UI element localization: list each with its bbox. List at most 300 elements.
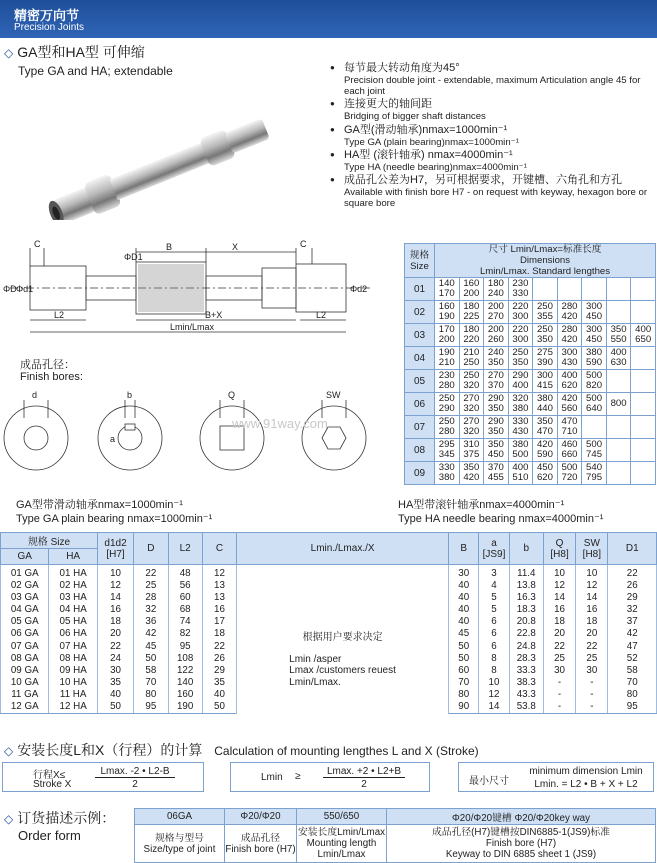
spec-header-Q: Q [H8] <box>543 533 575 565</box>
length-value-cell: 380 500 <box>508 439 533 462</box>
length-value-cell: 250 350 <box>533 324 558 347</box>
spec-cell: - <box>576 689 608 701</box>
spec-cell: 48 <box>168 565 202 581</box>
spec-cell: 12 <box>576 580 608 592</box>
spec-cell: 16.3 <box>509 592 543 604</box>
technical-drawing <box>0 238 400 338</box>
spec-cell: 07 GA <box>1 640 49 652</box>
spec-header-C: C <box>202 533 236 565</box>
dim-BX: B+X <box>205 310 223 320</box>
length-value-cell: 290 350 <box>484 393 509 416</box>
spec-cell: 24 <box>97 653 133 665</box>
length-value-cell: 310 375 <box>459 439 484 462</box>
feature-item: ● 成品孔公差为H7，另可根据要求，开键槽、六角孔和方孔 Available with finish bore H7 - on request with keyway, hexagon bore or square bore <box>330 174 650 209</box>
spec-cell: 50 <box>97 701 133 714</box>
formula-stroke: 行程X≤ Stroke X Lmax. -2 • L2-B 2 <box>2 762 204 792</box>
spec-cell: 52 <box>608 653 657 665</box>
spec-cell: 04 GA <box>1 604 49 616</box>
feature-item: ● 每节最大转动角度为45° Precision double joint - extendable, maximum Articulation angle 45 for each joint <box>330 62 650 97</box>
dim-d2: Φd2 <box>350 284 368 294</box>
length-value-cell: 190 210 <box>435 347 460 370</box>
length-size-cell: 01 <box>405 278 435 301</box>
spec-cell: 80 <box>449 689 479 701</box>
dim-Lrange: Lmin/Lmax <box>170 322 215 332</box>
length-value-cell: 350 450 <box>484 439 509 462</box>
length-row <box>405 324 656 347</box>
length-dims-header: 尺寸 Lmin/Lmax=标准长度 Dimensions Lmin/Lmax. Standard lengthes <box>435 244 656 278</box>
spec-cell: 22 <box>134 565 168 581</box>
bore-label-SW: SW <box>326 390 341 400</box>
spec-cell: 32 <box>608 604 657 616</box>
section-title-calc: ◇ 安装长度L和X（行程）的计算 Calculation of mounting lengthes L and X (Stroke) <box>4 742 479 758</box>
length-value-cell: 220 300 <box>508 324 533 347</box>
length-row <box>405 347 656 370</box>
spec-cell: 20 <box>576 628 608 640</box>
length-value-cell: 300 450 <box>582 324 607 347</box>
spec-cell: 40 <box>449 592 479 604</box>
spec-cell: 74 <box>168 616 202 628</box>
spec-cell: 14 <box>97 592 133 604</box>
order-length-label: 安装长度Lmin/Lmax Mounting length Lmin/Lmax <box>297 825 387 863</box>
length-value-cell: 230 280 <box>435 370 460 393</box>
length-value-cell <box>606 370 631 393</box>
dim-C-left: C <box>34 239 41 249</box>
length-value-cell: 180 220 <box>459 324 484 347</box>
length-value-cell: 450 620 <box>533 462 558 485</box>
spec-cell: 03 HA <box>49 592 97 604</box>
dim-D1: ΦD1 <box>124 252 143 262</box>
length-value-cell: 170 200 <box>435 324 460 347</box>
spec-cell: 22 <box>608 565 657 581</box>
length-value-cell: 300 450 <box>582 301 607 324</box>
spec-cell: 70 <box>608 677 657 689</box>
spec-cell: 13.8 <box>509 580 543 592</box>
spec-cell: 18 <box>97 616 133 628</box>
feature-list <box>330 62 650 210</box>
spec-cell: 50 <box>449 640 479 652</box>
spec-header-D: D <box>134 533 168 565</box>
length-value-cell: 800 <box>606 393 631 416</box>
length-value-cell <box>582 278 607 301</box>
spec-cell: 22 <box>97 640 133 652</box>
length-value-cell: 470 710 <box>557 416 582 439</box>
ga-note-zh: GA型带滑动轴承nmax=1000min⁻¹ <box>16 499 183 511</box>
spec-cell: 32 <box>134 604 168 616</box>
length-value-cell <box>631 301 656 324</box>
length-value-cell: 200 260 <box>484 324 509 347</box>
length-row <box>405 462 656 485</box>
spec-cell: 70 <box>134 677 168 689</box>
length-row <box>405 301 656 324</box>
length-value-cell: 180 225 <box>459 301 484 324</box>
length-value-cell <box>631 278 656 301</box>
length-value-cell <box>606 278 631 301</box>
dim-L2-right: L2 <box>316 310 327 320</box>
spec-cell: 16 <box>202 604 236 616</box>
spec-cell: 40 <box>97 689 133 701</box>
spec-cell: 24.8 <box>509 640 543 652</box>
spec-cell: 6 <box>479 640 509 652</box>
spec-cell: 12 <box>543 580 575 592</box>
length-size-cell: 04 <box>405 347 435 370</box>
spec-cell: 60 <box>168 592 202 604</box>
spec-cell: 95 <box>134 701 168 714</box>
spec-cell: 122 <box>168 665 202 677</box>
spec-cell: 6 <box>479 628 509 640</box>
length-value-cell: 250 320 <box>459 370 484 393</box>
spec-cell: 95 <box>608 701 657 714</box>
spec-cell: 90 <box>449 701 479 714</box>
spec-cell: 60 <box>449 665 479 677</box>
spec-cell: 08 HA <box>49 653 97 665</box>
length-size-cell: 02 <box>405 301 435 324</box>
formula-min-dim: 最小尺寸 minimum dimension Lmin Lmin. = L2 • B + X + L2 <box>458 762 654 792</box>
spec-cell: 11.4 <box>509 565 543 581</box>
spec-cell: 12 GA <box>1 701 49 714</box>
spec-cell: 10 GA <box>1 677 49 689</box>
spec-cell: 22 <box>202 640 236 652</box>
bores-title-zh: 成品孔径： <box>20 359 75 371</box>
length-value-cell: 350 470 <box>533 416 558 439</box>
spec-header-SW: SW [H8] <box>576 533 608 565</box>
spec-cell: - <box>576 677 608 689</box>
spec-cell: 01 GA <box>1 565 49 581</box>
spec-cell: 22 <box>543 640 575 652</box>
spec-cell: 06 GA <box>1 628 49 640</box>
length-value-cell: 280 420 <box>557 301 582 324</box>
spec-table <box>0 532 657 714</box>
feature-item: ● 连接更大的轴间距 Bridging of bigger shaft distances <box>330 98 650 122</box>
spec-cell: 14 <box>479 701 509 714</box>
spec-cell: 05 GA <box>1 616 49 628</box>
spec-cell: 35 <box>202 677 236 689</box>
length-value-cell: 270 370 <box>484 370 509 393</box>
length-value-cell: 500 640 <box>582 393 607 416</box>
spec-header-ga: GA <box>1 549 49 565</box>
length-value-cell: 500 720 <box>557 462 582 485</box>
length-value-cell: 240 350 <box>484 347 509 370</box>
length-value-cell: 140 170 <box>435 278 460 301</box>
spec-cell: 6 <box>479 616 509 628</box>
length-value-cell: 230 330 <box>508 278 533 301</box>
spec-cell: 47 <box>608 640 657 652</box>
length-value-cell <box>606 462 631 485</box>
formula-lmin: Lmin ≥ Lmax. +2 • L2+B 2 <box>230 762 430 792</box>
length-value-cell: 290 350 <box>484 416 509 439</box>
spec-cell: 58 <box>134 665 168 677</box>
spec-header-a: a [JS9] <box>479 533 509 565</box>
length-value-cell <box>606 439 631 462</box>
ha-note-zh: HA型带滚针轴承nmax=4000min⁻¹ <box>398 499 565 511</box>
spec-cell: 45 <box>449 628 479 640</box>
length-value-cell: 330 430 <box>508 416 533 439</box>
spec-cell: 14 <box>576 592 608 604</box>
spec-cell: 10 HA <box>49 677 97 689</box>
spec-cell: 14 <box>543 592 575 604</box>
length-value-cell: 330 380 <box>435 462 460 485</box>
length-value-cell <box>606 301 631 324</box>
spec-cell: 02 HA <box>49 580 97 592</box>
spec-header-d1d2: d1d2 [H7] <box>97 533 133 565</box>
length-value-cell: 320 380 <box>508 393 533 416</box>
length-value-cell: 420 590 <box>533 439 558 462</box>
spec-cell: 12 <box>97 580 133 592</box>
bore-label-a: a <box>110 434 116 444</box>
spec-cell: 28 <box>134 592 168 604</box>
order-size-value: 06GA <box>135 809 225 825</box>
spec-cell: 02 GA <box>1 580 49 592</box>
feature-item: ● GA型(滑动轴承)nmax=1000min⁻¹ Type GA (plain bearing)nmax=1000min⁻¹ <box>330 124 650 148</box>
spec-header-L: Lmin./Lmax./X <box>237 533 449 565</box>
section-subtitle-ga-ha: Type GA and HA; extendable <box>18 64 173 78</box>
spec-cell: - <box>543 677 575 689</box>
length-size-header: 规格 Size <box>405 244 435 278</box>
length-value-cell: 500 745 <box>582 439 607 462</box>
spec-cell: 160 <box>168 689 202 701</box>
length-value-cell <box>631 416 656 439</box>
spec-cell: 35 <box>97 677 133 689</box>
length-table <box>404 243 656 485</box>
spec-header-B: B <box>449 533 479 565</box>
length-size-cell: 05 <box>405 370 435 393</box>
spec-cell: 10 <box>479 677 509 689</box>
spec-cell: 12 <box>479 689 509 701</box>
length-row <box>405 393 656 416</box>
header-title-en: Precision Joints <box>14 22 85 33</box>
spec-cell: 20 <box>97 628 133 640</box>
spec-cell: 18 <box>543 616 575 628</box>
page-header <box>0 0 657 38</box>
length-row <box>405 278 656 301</box>
length-size-cell: 06 <box>405 393 435 416</box>
dim-X: X <box>232 242 239 252</box>
spec-cell: 26 <box>202 653 236 665</box>
length-size-cell: 08 <box>405 439 435 462</box>
bore-label-d: d <box>32 390 38 400</box>
spec-cell: 42 <box>608 628 657 640</box>
spec-cell: 4 <box>479 580 509 592</box>
length-size-cell: 09 <box>405 462 435 485</box>
length-value-cell: 300 415 <box>533 370 558 393</box>
spec-cell: 80 <box>134 689 168 701</box>
spec-cell: 58 <box>608 665 657 677</box>
order-form-label: Order form <box>18 828 81 843</box>
length-size-cell: 03 <box>405 324 435 347</box>
spec-cell: 06 HA <box>49 628 97 640</box>
spec-cell: 38.3 <box>509 677 543 689</box>
spec-row <box>1 565 657 581</box>
spec-cell: 108 <box>168 653 202 665</box>
length-value-cell <box>557 278 582 301</box>
spec-cell: 04 HA <box>49 604 97 616</box>
spec-cell: - <box>543 701 575 714</box>
length-value-cell: 180 240 <box>484 278 509 301</box>
spec-cell: 190 <box>168 701 202 714</box>
spec-cell: 70 <box>449 677 479 689</box>
spec-cell: 53.8 <box>509 701 543 714</box>
spec-cell: 17 <box>202 616 236 628</box>
length-row <box>405 439 656 462</box>
spec-cell: 37 <box>608 616 657 628</box>
ga-note-en: Type GA plain bearing nmax=1000min⁻¹ <box>16 513 213 525</box>
length-value-cell: 200 270 <box>484 301 509 324</box>
spec-cell: 42 <box>134 628 168 640</box>
spec-cell: 8 <box>479 665 509 677</box>
spec-cell: 13 <box>202 580 236 592</box>
spec-cell: 20 <box>543 628 575 640</box>
spec-cell: 18.3 <box>509 604 543 616</box>
watermark: www.91way.com <box>232 416 328 431</box>
length-value-cell: 500 820 <box>582 370 607 393</box>
spec-cell: 40 <box>449 580 479 592</box>
length-value-cell: 400 510 <box>508 462 533 485</box>
length-value-cell: 540 795 <box>582 462 607 485</box>
length-size-cell: 07 <box>405 416 435 439</box>
spec-cell: 56 <box>168 580 202 592</box>
spec-cell: 22.8 <box>509 628 543 640</box>
spec-cell: 20.8 <box>509 616 543 628</box>
ha-note-en: Type HA needle bearing nmax=4000min⁻¹ <box>398 513 604 525</box>
spec-cell: 08 GA <box>1 653 49 665</box>
spec-header-ha: HA <box>49 549 97 565</box>
spec-cell: 50 <box>449 653 479 665</box>
length-value-cell <box>533 278 558 301</box>
length-value-cell: 295 345 <box>435 439 460 462</box>
spec-cell: 13 <box>202 592 236 604</box>
length-value-cell: 270 320 <box>459 416 484 439</box>
spec-header-size: 规格 Size <box>1 533 98 549</box>
spec-cell: 40 <box>202 689 236 701</box>
dim-D: ΦD <box>3 284 17 294</box>
length-value-cell: 370 455 <box>484 462 509 485</box>
spec-cell: 30 <box>449 565 479 581</box>
spec-cell: 8 <box>479 653 509 665</box>
spec-header-D1: D1 <box>608 533 657 565</box>
length-value-cell <box>582 416 607 439</box>
spec-cell: 09 GA <box>1 665 49 677</box>
spec-cell: 01 HA <box>49 565 97 581</box>
spec-cell: 3 <box>479 565 509 581</box>
spec-cell: 140 <box>168 677 202 689</box>
length-value-cell: 400 620 <box>557 370 582 393</box>
spec-header-L2: L2 <box>168 533 202 565</box>
section-title-order: ◇ 订货描述示例： <box>4 810 116 826</box>
order-size-label: 规格与型号 Size/type of joint <box>135 825 225 863</box>
spec-cell: 18 <box>202 628 236 640</box>
length-value-cell <box>606 416 631 439</box>
length-value-cell: 275 390 <box>533 347 558 370</box>
spec-cell: 26 <box>608 580 657 592</box>
dim-d1: Φd1 <box>16 284 34 294</box>
spec-cell: 12 <box>202 565 236 581</box>
spec-cell: 30 <box>543 665 575 677</box>
bore-label-Q: Q <box>228 390 236 400</box>
spec-cell: 18 <box>576 616 608 628</box>
order-bore-value: Φ20/Φ20 <box>225 809 297 825</box>
spec-cell: 30 <box>576 665 608 677</box>
spec-length-note: 根据用户要求决定 Lmin /asper Lmax /customers reuest Lmin/Lmax. <box>237 565 449 714</box>
bore-drawings <box>0 388 400 488</box>
spec-cell: 12 HA <box>49 701 97 714</box>
bores-title-en: Finish bores: <box>20 371 83 383</box>
length-value-cell: 250 290 <box>435 393 460 416</box>
order-keyway-label: 成品孔径(H7)键槽按DIN6885-1(JS9)标准 Finish bore (H7) Keyway to DIN 6885 sheet 1 (JS9) <box>387 825 656 863</box>
length-row <box>405 416 656 439</box>
length-value-cell: 220 300 <box>508 301 533 324</box>
spec-cell: 43.3 <box>509 689 543 701</box>
spec-cell: 29 <box>608 592 657 604</box>
spec-cell: 29 <box>202 665 236 677</box>
spec-cell: 05 HA <box>49 616 97 628</box>
length-value-cell: 290 400 <box>508 370 533 393</box>
spec-cell: 16 <box>97 604 133 616</box>
section-title-ga-ha: ◇ GA型和HA型 可伸缩 <box>4 44 145 60</box>
length-value-cell <box>631 393 656 416</box>
spec-cell: 50 <box>134 653 168 665</box>
spec-cell: - <box>543 689 575 701</box>
spec-cell: 25 <box>134 580 168 592</box>
spec-cell: 50 <box>202 701 236 714</box>
order-keyway-value: Φ20/Φ20键槽 Φ20/Φ20key way <box>387 809 656 825</box>
spec-cell: 09 HA <box>49 665 97 677</box>
length-value-cell <box>631 439 656 462</box>
length-value-cell: 400 630 <box>606 347 631 370</box>
length-value-cell: 350 420 <box>459 462 484 485</box>
length-value-cell: 460 660 <box>557 439 582 462</box>
product-photo <box>30 95 290 220</box>
length-value-cell: 270 320 <box>459 393 484 416</box>
length-value-cell: 300 430 <box>557 347 582 370</box>
feature-item: ● HA型 (滚针轴承) nmax=4000min⁻¹ Type HA (needle bearing)nmax=4000min⁻¹ <box>330 149 650 173</box>
length-value-cell: 280 420 <box>557 324 582 347</box>
length-value-cell: 380 590 <box>582 347 607 370</box>
spec-cell: 10 <box>543 565 575 581</box>
length-value-cell: 160 200 <box>459 278 484 301</box>
spec-cell: 68 <box>168 604 202 616</box>
spec-cell: 82 <box>168 628 202 640</box>
length-value-cell: 160 190 <box>435 301 460 324</box>
order-length-value: 550/650 <box>297 809 387 825</box>
bore-label-b: b <box>127 390 133 400</box>
spec-cell: 11 HA <box>49 689 97 701</box>
spec-cell: 25 <box>576 653 608 665</box>
dim-L2-left: L2 <box>54 310 65 320</box>
length-value-cell <box>631 370 656 393</box>
order-table <box>134 808 656 863</box>
spec-cell: - <box>576 701 608 714</box>
spec-cell: 11 GA <box>1 689 49 701</box>
length-value-cell: 420 560 <box>557 393 582 416</box>
length-value-cell: 210 250 <box>459 347 484 370</box>
spec-cell: 07 HA <box>49 640 97 652</box>
dim-C-right: C <box>300 239 307 249</box>
order-bore-label: 成品孔径 Finish bore (H7) <box>225 825 297 863</box>
length-value-cell: 400 650 <box>631 324 656 347</box>
length-value-cell: 250 355 <box>533 301 558 324</box>
spec-header-b: b <box>509 533 543 565</box>
spec-cell: 03 GA <box>1 592 49 604</box>
length-value-cell: 250 280 <box>435 416 460 439</box>
spec-cell: 33.3 <box>509 665 543 677</box>
spec-cell: 28.3 <box>509 653 543 665</box>
length-value-cell <box>631 347 656 370</box>
dim-B: B <box>166 242 173 252</box>
header-title-zh: 精密万向节 <box>14 8 80 23</box>
spec-cell: 40 <box>449 616 479 628</box>
length-value-cell <box>631 462 656 485</box>
spec-cell: 80 <box>608 689 657 701</box>
spec-cell: 5 <box>479 604 509 616</box>
